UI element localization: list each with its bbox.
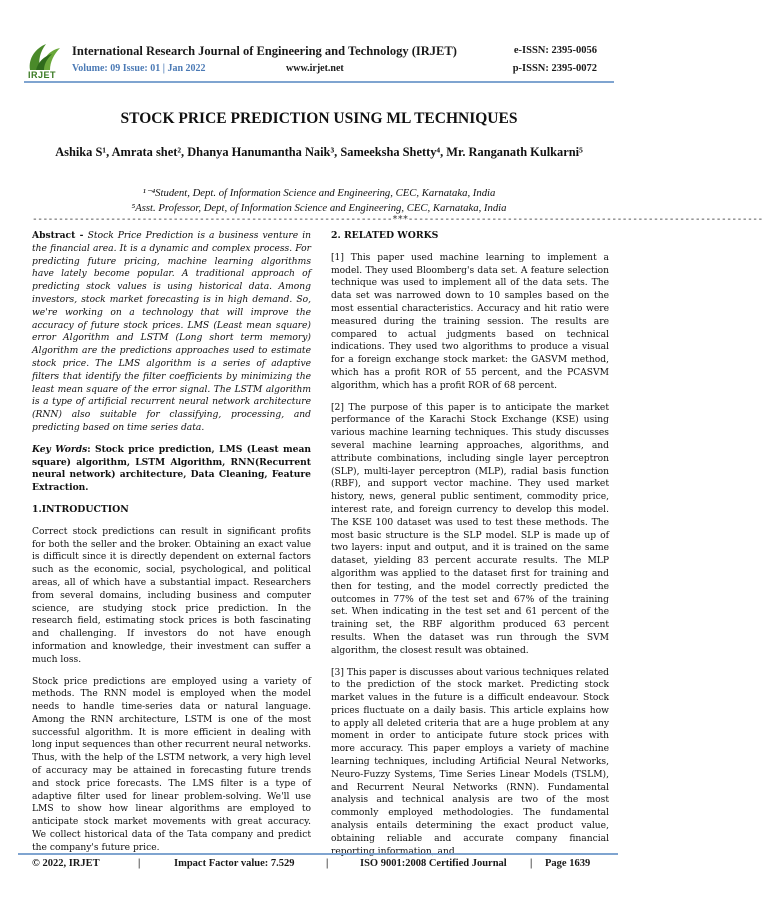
logo-wordmark: IRJET — [28, 70, 57, 80]
footer-rule — [18, 853, 618, 855]
abstract-text: Stock Price Prediction is a business venture in the financial area. It is a dynamic and complex process. For predicting future pricing, machine learning algorithms have lately become popular. A traditional approach of predicting stock values is using historical data. Among investors, stock market forecasting is in high demand. So, we're working on a technology that will improve the accuracy of future stock prices. LMS (Least mean square) error Algorithm and LSTM (Long short term memory) Algorithm are the predictions approaches used to estimate stock price. The LMS algorithm is a series of adaptive filters that identify the filter coefficients by minimizing the least mean square of the error signal. The LSTM algorithm is a type of artificial recurrent neural network architecture (RNN) also suitable for classifying, processing, and predicting based on time series data. — [32, 231, 311, 433]
related-works-paragraph-1: [1] This paper used machine learning to implement a model. They used Bloomberg's data set. A feature selection technique was used to implement all of the data sets. The data set was narrowed down to 10 samples based on the most essential characteristics. Accuracy and hit ratio were measured during the training session. The results are compared to actual judgments based on technical indications. They used two algorithms to produce a visual for a foreign exchange stock market: the GASVM method, which has a profit ROR of 55 percent, and the PCASVM algorithm, which has a profit ROR of 68 percent. — [331, 252, 609, 391]
affiliation-students: ¹⁻⁴Student, Dept. of Information Science and Engineering, CEC, Karnataka, India — [142, 187, 496, 199]
affiliation-professor: ⁵Asst. Professor, Dept, of Information Science and Engineering, CEC, Karnataka, India — [131, 202, 507, 214]
introduction-heading: 1.INTRODUCTION — [32, 503, 129, 515]
abstract-label: Abstract - — [32, 230, 88, 241]
journal-header — [0, 0, 638, 80]
related-works-paragraph-2: [2] The purpose of this paper is to anticipate the market performance of the Karachi Stock Exchange (KSE) using various machine learning techniques. This study discusses several machine learning approaches, algorithms, and attribute combinations, including single layer perceptron (SLP), multi-layer perceptron (MLP), radial basis function (RBF), and support vector machine. They used market history, news, general public sentiment, commodity price, interest rate, and foreign currency to develop this model. The KSE 100 dataset was used to test these methods. The most basic structure is the SLP model. SLP is made up of two layers: input and output, and it is trained on the same dataset, yielding 83 percent accurate results. The MLP algorithm was applied to the dataset first for training and then for testing, and the model correctly predicted the outcomes in 77% of the test set and 67% of the training set. When indicating in the test set and 61 percent of the training set, the RBF algorithm produced 63 percent results. When the dataset was run through the SVM algorithm, the closest result was obtained. — [331, 402, 609, 656]
abstract — [32, 230, 311, 435]
footer-page-number: Page 1639 — [545, 858, 591, 869]
footer-separator: | — [530, 858, 533, 869]
journal-website-link[interactable]: www.irjet.net — [286, 63, 344, 74]
p-issn: p-ISSN: 2395-0072 — [512, 63, 597, 74]
keywords-label: Key Words — [32, 443, 88, 455]
introduction-paragraph-1: Correct stock predictions can result in significant profits for both the seller and the broker. Obtaining an exact value is difficult since it is directly dependent on external factors such as the economic, social, psychological, and political areas, all of which have a substantial impact. Researchers from several domains, including business and computer science, are studying stock price prediction. In the research field, estimating stock prices is both fascinating and challenging. If investors do not have enough information and knowledge, their investment can suffer a much loss. — [32, 526, 311, 665]
related-works-heading: 2. RELATED WORKS — [331, 230, 439, 241]
footer-copyright: © 2022, IRJET — [32, 858, 100, 869]
footer-iso-certification: ISO 9001:2008 Certified Journal — [360, 858, 507, 869]
introduction-paragraph-2: Stock price predictions are employed using a variety of methods. The RNN model is employed when the model needs to handle time-series data or natural language. Among the RNN architecture, LSTM is one of the most successful algorithm. It is more efficient in dealing with long input sequences than other recurrent neural networks. Thus, with the help of the LSTM network, a very high level of accuracy may be attained in forecasting future trends and stock price forecasts. The LMS filter is a type of adaptive filter used for linear problem-solving. We'll use LMS to show how linear algorithms are employed to anticipate stock market movements with great accuracy. We collect historical data of the Tata company and predict the company's future price. — [32, 676, 311, 853]
footer-impact-factor: Impact Factor value: 7.529 — [174, 858, 295, 869]
paper-title: STOCK PRICE PREDICTION USING ML TECHNIQUES — [120, 110, 518, 127]
page-footer — [18, 858, 618, 872]
e-issn: e-ISSN: 2395-0056 — [513, 45, 597, 56]
header-rule — [24, 81, 614, 83]
author-list: Ashika S¹, Amrata shet², Dhanya Hanumantha Naik³, Sameeksha Shetty⁴, Mr. Ranganath Kulkarni⁵ — [55, 145, 583, 159]
left-column — [32, 230, 311, 864]
right-column — [331, 230, 609, 867]
section-divider: ---------------------------------------------------------------------***-------------------------------------------------------------------- — [32, 214, 763, 225]
keywords-text: : Stock price prediction, LMS (Least mean square) algorithm, LSTM Algorithm, RNN(Recurrent neural network) architecture, Data Cleaning, Feature Extraction. — [32, 443, 312, 494]
footer-separator: | — [138, 858, 141, 869]
volume-issue: Volume: 09 Issue: 01 | Jan 2022 — [72, 63, 206, 74]
keywords — [32, 444, 311, 495]
journal-name: International Research Journal of Engineering and Technology (IRJET) — [72, 44, 457, 58]
footer-separator: | — [326, 858, 329, 869]
related-works-paragraph-3: [3] This paper is discusses about various techniques related to the prediction of the stock market. Predicting stock market values in the future is a difficult endeavour. Stock prices fluctuate on a daily basis. This article explains how to apply all deleted criteria that are a huge problem at any moment in order to anticipate future stock prices with more accuracy. This paper employs a variety of machine learning techniques, including Artificial Neural Networks, Neuro-Fuzzy Systems, Time Series Linear Models (TSLM), and Recurrent Neural Networks (RNN). Fundamental analysis and technical analysis are two of the most commonly employed methodologies. The fundamental analysis entails determining the exact product value, obtaining reliable and accurate company financial reporting information, and — [331, 667, 609, 857]
